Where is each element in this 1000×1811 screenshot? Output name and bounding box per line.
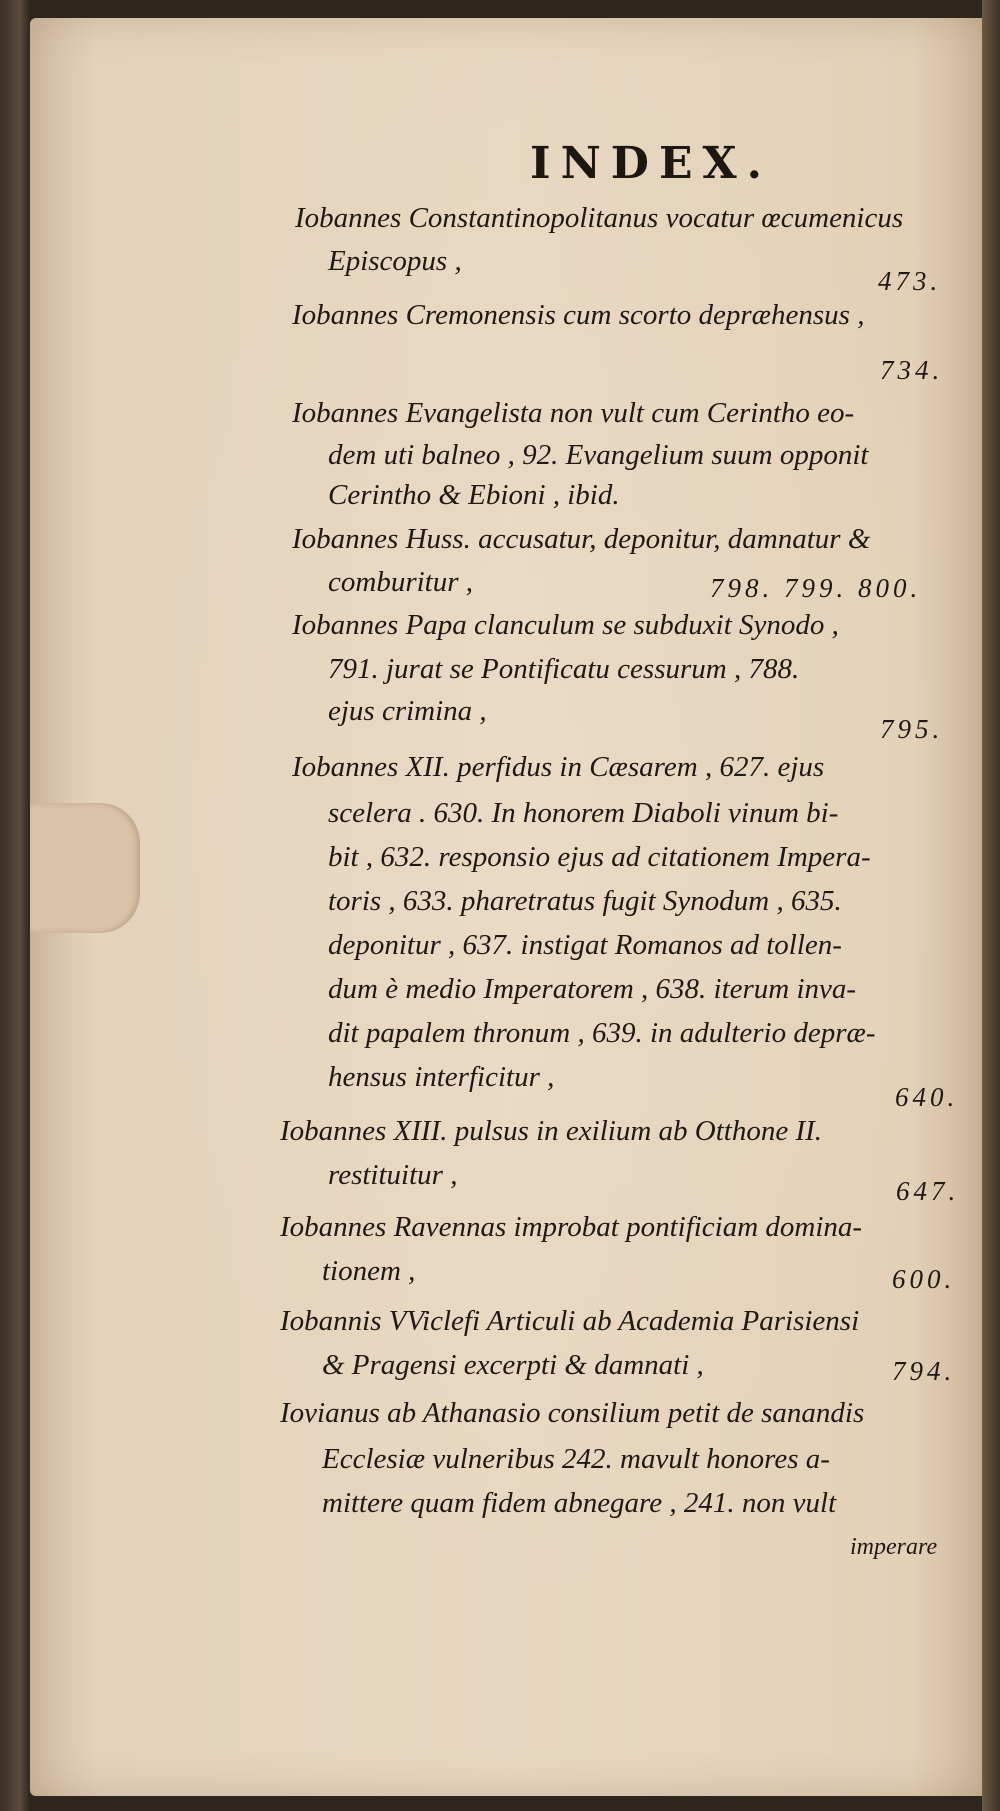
page-number: 640. [895, 1082, 959, 1112]
page-number: 734. [880, 355, 944, 385]
index-line: Iobannes Ravennas improbat pontificiam domina- [280, 1211, 863, 1243]
index-line: toris , 633. pharetratus fugit Synodum , 635. [328, 885, 842, 917]
index-line: Ecclesiæ vulneribus 242. mavult honores a- [322, 1443, 830, 1475]
index-line: Iobannis VViclefi Articuli ab Academia Parisiensi [280, 1305, 860, 1337]
page-tab [30, 803, 140, 933]
index-line: Iobannes Cremonensis cum scorto depræhensus , [292, 299, 865, 331]
index-line: tionem , [322, 1255, 416, 1287]
page-number: 473. [878, 266, 942, 296]
index-line: deponitur , 637. instigat Romanos ad tollen- [328, 929, 842, 961]
index-line: Iovianus ab Athanasio consilium petit de sanandis [280, 1397, 865, 1429]
index-line: Iobannes Constantinopolitanus vocatur œcumenicus [295, 202, 904, 234]
book-page [30, 18, 988, 1796]
page-number: 647. [896, 1176, 960, 1206]
book-edge [982, 0, 1000, 1811]
index-line: Iobannes Huss. accusatur, deponitur, damnatur & [292, 523, 871, 555]
index-line: dum è medio Imperatorem , 638. iterum inva- [328, 973, 857, 1005]
page-number: 795. [880, 714, 944, 744]
index-line: dit papalem thronum , 639. in adulterio depræ- [328, 1017, 876, 1049]
index-line: bit , 632. responsio ejus ad citationem Impera- [328, 841, 871, 873]
index-line: scelera . 630. In honorem Diaboli vinum bi- [328, 797, 839, 829]
page-number: 794. [892, 1356, 956, 1386]
page-number: 798. 799. 800. [710, 573, 922, 603]
index-line: Iobannes XIII. pulsus in exilium ab Otthone II. [280, 1115, 823, 1147]
page-header: INDEX. [530, 138, 772, 189]
index-line: hensus interficitur , [328, 1061, 555, 1093]
index-line: comburitur , [328, 566, 473, 598]
index-line: Episcopus , [328, 245, 462, 277]
index-line: Iobannes Evangelista non vult cum Cerintho eo- [292, 397, 855, 429]
index-line: Iobannes XII. perfidus in Cæsarem , 627. ejus [292, 751, 825, 783]
index-line: ejus crimina , [328, 695, 487, 727]
index-line: 791. jurat se Pontificatu cessurum , 788. [328, 653, 800, 685]
index-line: dem uti balneo , 92. Evangelium suum opponit [328, 439, 869, 471]
index-line: mittere quam fidem abnegare , 241. non vult [322, 1487, 837, 1519]
page-number: 600. [892, 1264, 956, 1294]
index-line: & Pragensi excerpti & damnati , [322, 1349, 704, 1381]
index-line: Cerintho & Ebioni , ibid. [328, 479, 620, 511]
index-line: Iobannes Papa clanculum se subduxit Synodo , [292, 609, 839, 641]
catchword: imperare [850, 1534, 938, 1560]
index-line: restituitur , [328, 1159, 458, 1191]
